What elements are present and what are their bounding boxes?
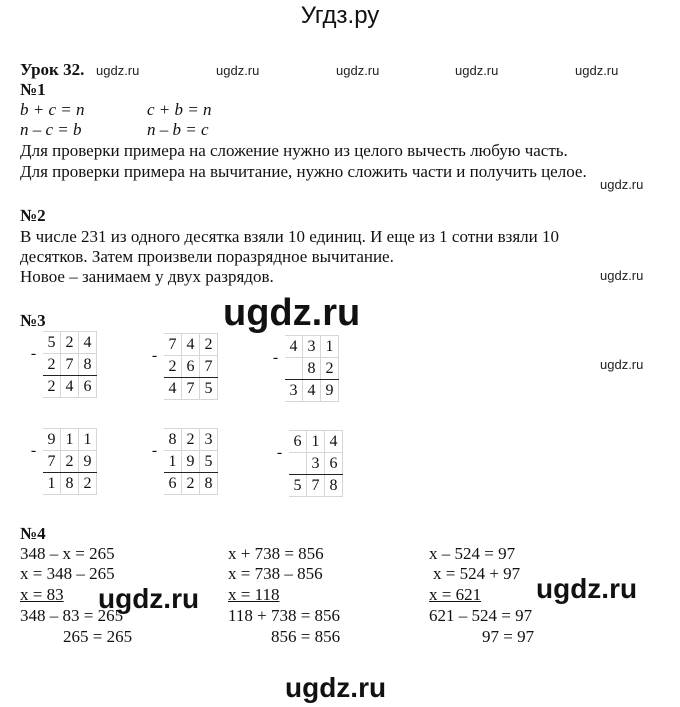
watermark: ugdz.ru [600, 177, 644, 192]
task4-number: №4 [20, 524, 46, 543]
digit: 3 [303, 336, 321, 358]
digit: 9 [182, 451, 200, 473]
task2-text: Новое – занимаем у двух разрядов. [20, 267, 274, 286]
column-subtraction [24, 331, 97, 398]
equation-line: 265 = 265 [63, 627, 133, 646]
digit: 4 [164, 378, 182, 400]
minus-sign: - [151, 346, 158, 364]
minus-sign: - [30, 344, 37, 362]
task1-equation: c + b = n [147, 100, 212, 119]
task1-equation: n – c = b [20, 120, 82, 139]
digit: 5 [289, 475, 307, 497]
digit: 3 [200, 429, 218, 451]
digit: 6 [164, 473, 182, 495]
digit: 8 [61, 473, 79, 495]
site-title: Угдз.ру [300, 2, 380, 29]
digit [289, 453, 307, 475]
equation-line: 118 + 738 = 856 [228, 606, 341, 625]
digit: 5 [43, 332, 61, 354]
watermark: ugdz.ru [216, 63, 260, 78]
watermark-medium: ugdz.ru [98, 583, 200, 614]
watermark: ugdz.ru [96, 63, 140, 78]
digit: 4 [325, 431, 343, 453]
digit: 5 [200, 378, 218, 400]
equation-line: 621 – 524 = 97 [429, 606, 533, 625]
digit: 4 [285, 336, 303, 358]
equation-line: 97 = 97 [482, 627, 535, 646]
equation-line: 348 – 83 = 265 [20, 606, 124, 625]
equation-line: x = 524 + 97 [433, 564, 521, 583]
digit: 9 [43, 429, 61, 451]
digit: 1 [164, 451, 182, 473]
digit: 4 [61, 376, 79, 398]
equation-line: x + 738 = 856 [228, 544, 324, 563]
digit: 2 [182, 473, 200, 495]
digit: 7 [182, 378, 200, 400]
digit: 1 [61, 429, 79, 451]
watermark-large: ugdz.ru [223, 292, 361, 334]
digit: 2 [61, 332, 79, 354]
digit: 1 [43, 473, 61, 495]
minus-sign: - [151, 441, 158, 459]
equation-answer: x = 118 [228, 585, 280, 604]
digit: 4 [79, 332, 97, 354]
digit: 2 [43, 376, 61, 398]
digit: 3 [307, 453, 325, 475]
equation-line: 348 – x = 265 [20, 544, 115, 563]
digit: 3 [285, 380, 303, 402]
digit: 7 [43, 451, 61, 473]
watermark: ugdz.ru [600, 357, 644, 372]
minus-sign: - [30, 441, 37, 459]
digit: 5 [200, 451, 218, 473]
digit: 8 [325, 475, 343, 497]
digit: 8 [200, 473, 218, 495]
watermark: ugdz.ru [600, 268, 644, 283]
task1-text: Для проверки примера на вычитание, нужно сложить части и получить целое. [20, 162, 587, 181]
column-subtraction [145, 333, 218, 400]
digit: 7 [200, 356, 218, 378]
watermark-medium: ugdz.ru [536, 573, 638, 604]
digit: 2 [79, 473, 97, 495]
digit: 8 [303, 358, 321, 380]
digit: 2 [200, 334, 218, 356]
task1-number: №1 [20, 80, 46, 99]
lesson-title: Урок 32. [20, 60, 85, 79]
digit: 4 [182, 334, 200, 356]
digit: 6 [289, 431, 307, 453]
minus-sign: - [276, 443, 283, 461]
digit: 8 [79, 354, 97, 376]
task2-text: десятков. Затем произвели поразрядное вычитание. [20, 247, 394, 266]
column-subtraction [270, 430, 343, 497]
digit: 4 [303, 380, 321, 402]
column-subtraction [145, 428, 218, 495]
watermark: ugdz.ru [455, 63, 499, 78]
task1-text: Для проверки примера на сложение нужно из целого вычесть любую часть. [20, 141, 568, 160]
digit: 2 [43, 354, 61, 376]
equation-line: 856 = 856 [271, 627, 341, 646]
watermark: ugdz.ru [336, 63, 380, 78]
digit [285, 358, 303, 380]
equation-line: x = 738 – 856 [228, 564, 323, 583]
column-subtraction [266, 335, 339, 402]
watermark-medium: ugdz.ru [285, 672, 387, 703]
digit: 7 [61, 354, 79, 376]
task2-number: №2 [20, 206, 46, 225]
digit: 6 [182, 356, 200, 378]
digit: 6 [79, 376, 97, 398]
digit: 7 [164, 334, 182, 356]
equation-line: x – 524 = 97 [429, 544, 516, 563]
digit: 1 [321, 336, 339, 358]
watermark: ugdz.ru [575, 63, 619, 78]
digit: 9 [321, 380, 339, 402]
digit: 9 [79, 451, 97, 473]
column-subtraction [24, 428, 97, 495]
digit: 2 [164, 356, 182, 378]
task1-equation: b + c = n [20, 100, 85, 119]
digit: 2 [182, 429, 200, 451]
task1-equation: n – b = c [147, 120, 209, 139]
digit: 2 [321, 358, 339, 380]
equation-answer: x = 83 [20, 585, 64, 604]
digit: 2 [61, 451, 79, 473]
task2-text: В числе 231 из одного десятка взяли 10 единиц. И еще из 1 сотни взяли 10 [20, 227, 560, 246]
equation-answer: x = 621 [429, 585, 482, 604]
minus-sign: - [272, 348, 279, 366]
digit: 7 [307, 475, 325, 497]
digit: 1 [307, 431, 325, 453]
digit: 1 [79, 429, 97, 451]
equation-line: x = 348 – 265 [20, 564, 115, 583]
digit: 8 [164, 429, 182, 451]
digit: 6 [325, 453, 343, 475]
task3-number: №3 [20, 311, 46, 330]
